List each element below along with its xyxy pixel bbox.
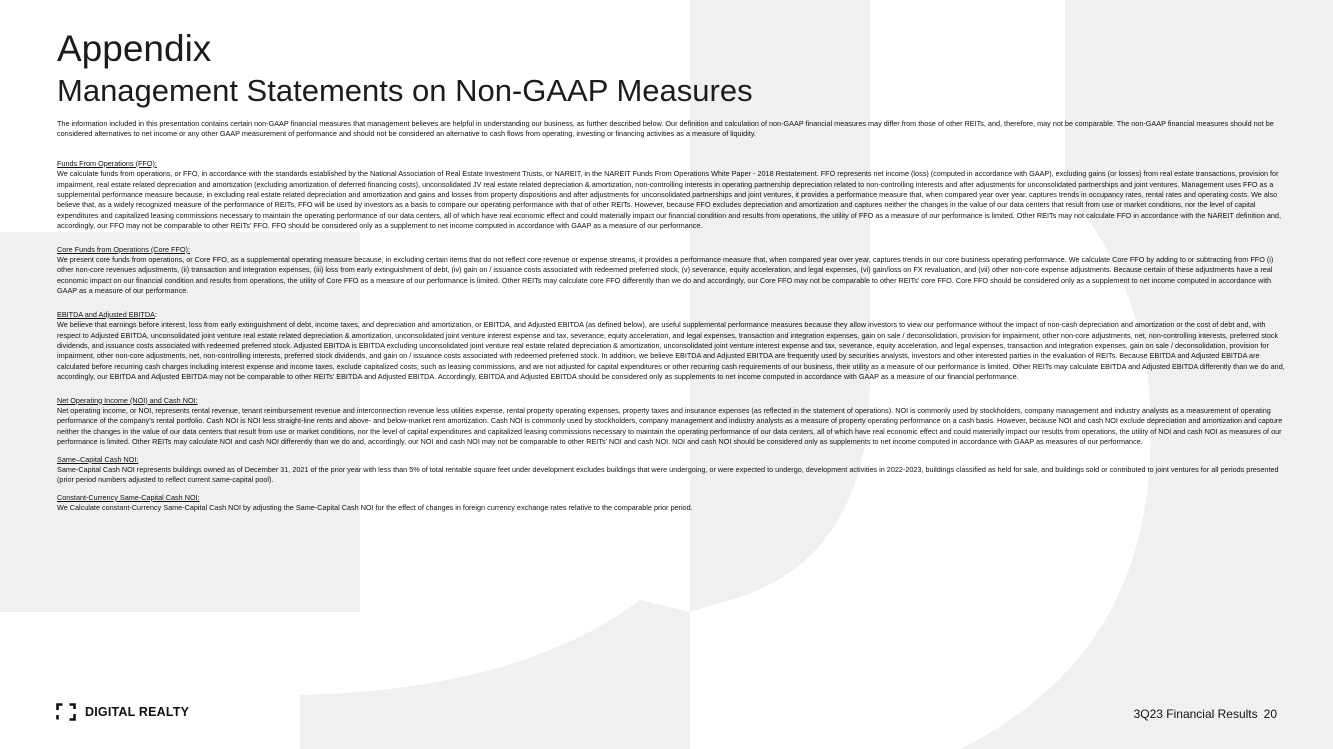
intro-paragraph: The information included in this presentation contains certain non-GAAP financial measures that management believes are helpful in understanding our business, as further described below. Our definition and calculation of non-GAAP financial measures may differ from those of other REITs, and, therefore, may not be comparable. The non-GAAP financial measures should not be considered alternatives to net income or any other GAAP measurement of performance and should not be considered an alternative to cash flows from operating, investing or financing activities as a measure of liquidity. [57,119,1274,139]
section-ebitda [57,310,1285,383]
section-heading-constant-currency: Constant-Currency Same-Capital Cash NOI: [57,492,200,502]
page-number: 20 [1263,707,1277,721]
section-heading-ffo: Funds From Operations (FFO): [57,158,157,168]
page-subtitle: Management Statements on Non-GAAP Measures [57,73,753,108]
section-heading-ebitda: EBITDA and Adjusted EBITDA [57,309,155,319]
section-same-capital [57,455,1285,486]
section-body-noi: Net operating income, or NOI, represents rental revenue, tenant reimbursement revenue and interconnection revenue less utilities expense, rental property operating expenses, property taxes and insurance expenses (as reflected in the statement of operations). NOI is commonly used by stockholders, company management and industry analysts as a measurement of operating performance of the company’s rental portfolio. Cash NOI is NOI less straight-line rents and above- and below-market rent amortization. Cash NOI is commonly used by stockholders, company management and industry analysts as a measure of property operating performance on a cash basis. However, because NOI and cash NOI exclude depreciation and amortization and capture neither the changes in the value of our data centers that result from use or market conditions, nor the level of capital expenditures and capitalized leasing commissions necessary to maintain the operating performance of our data centers, all of which have real economic effect and could materially impact our results from operations, the utility of NOI and cash NOI as measures of our performance is limited. Other REITs may calculate NOI and cash NOI differently than we do and, accordingly, our NOI and cash NOI may not be comparable to other REITs’ NOI and cash NOI. NOI and cash NOI should be considered only as supplements to net income computed in accordance with GAAP as measures of our performance. [57,405,1283,447]
report-name: 3Q23 Financial Results [1133,707,1258,721]
section-noi [57,396,1285,448]
section-heading-noi: Net Operating Income (NOI) and Cash NOI: [57,395,198,405]
section-constant-currency [57,493,1285,514]
brand-name: DIGITAL REALTY [85,705,190,719]
section-core-ffo [57,245,1285,297]
section-body-core-ffo: We present core funds from operations, or Core FFO, as a supplemental operating measure because, in excluding certain items that do not reflect core revenue or expense streams, it provides a performance measure that, when compared year over year, captures trends in our core business operating performance. We calculate Core FFO by adding to or subtracting from FFO (i) other non-core revenues adjustments, (ii) transaction and integration expenses, (iii) loss from early extinguishment of debt, (iv) gain on / issuance costs associated with redeemed preferred stock, (v) severance, equity acceleration, and legal expenses, (vi) gain/loss on FX revaluation, and (vii) other non-core expense adjustments. Because certain of these adjustments have a real economic impact on our financial condition and results from operations, the utility of Core FFO as a measure of our performance is limited. Other REITs may calculate core FFO differently than we do and accordingly, our Core FFO may not be comparable to other REITs’ core FFO. Core FFO should be considered only as a supplement to net income computed in accordance with GAAP as a measure of our performance. [57,255,1274,296]
page-title: Appendix [57,28,212,69]
section-body-same-capital: Same-Capital Cash NOI represents buildings owned as of December 31, 2021 of the prior year with less than 5% of total rentable square feet under development excludes buildings that were undergoing, or were expected to undergo, development activities in 2022-2023, buildings classified as held for sale, and buildings sold or contributed to joint ventures for all periods presented (prior period numbers adjusted to reflect current same-capital pool). [57,464,1279,485]
digital-realty-bracket-icon [56,703,76,721]
section-heading-core-ffo: Core Funds from Operations (Core FFO): [57,244,190,254]
digital-realty-logo [56,703,189,721]
slide-footer [1134,707,1277,721]
section-heading-same-capital: Same–Capital Cash NOI: [57,454,139,464]
section-body-ffo: We calculate funds from operations, or FFO, in accordance with the standards established by the National Association of Real Estate Investment Trusts, or NAREIT, in the NAREIT Funds From Operations White Paper - 2018 Restatement. FFO represents net income (loss) (computed in accordance with GAAP), excluding gains (or losses) from real estate transactions, provision for impairment, real estate related depreciation and amortization (excluding amortization of deferred financing costs), unconsolidated JV real estate related depreciation & amortization, non-controlling interests in operating partnership depreciation related to non-controlling interests and after adjustments for unconsolidated partnerships and joint ventures. Management uses FFO as a supplemental performance measure because, in excluding real estate related depreciation and amortization and gains and losses from property dispositions and after adjustments for unconsolidated partnerships and joint ventures, it provides a performance measure that, when compared year over year, captures trends in occupancy rates, rental rates and operating costs. We also believe that, as a widely recognized measure of the performance of REITs, FFO will be used by investors as a basis to compare our operating performance with that of other REITs. However, because FFO excludes depreciation and amortization and captures neither the changes in the value of our data centers that result from use or market conditions, nor the level of capital expenditures and capitalized leasing commissions necessary to maintain the operating performance of our data centers, all of which have real economic effect and could materially impact our financial condition and results from operations, the utility of FFO as a measure of our performance is limited. Other REITs may not calculate FFO in accordance with the NAREIT definition and, accordingly, our FFO may not be comparable to other REITs’ FFO. FFO should be considered only as a supplement to net income computed in accordance with GAAP as a measure of our performance. [57,169,1281,231]
section-ffo [57,159,1285,232]
statements-body [57,119,1285,527]
section-body-constant-currency: We Calculate constant-Currency Same-Capital Cash NOI by adjusting the Same-Capital Cash NOI for the effect of changes in foreign currency exchange rates relative to the comparable prior period. [57,503,693,513]
section-body-ebitda: We believe that earnings before interest, loss from early extinguishment of debt, income taxes, and depreciation and amortization, or EBITDA, and Adjusted EBITDA (as defined below), are useful supplemental performance measures because they allow investors to view our performance without the impact of non-cash depreciation and amortization or the cost of debt and, with respect to Adjusted EBITDA, unconsolidated joint venture real estate related depreciation & amortization, unconsolidated joint venture interest expense and tax, severance, equity acceleration, and legal expenses, transaction and integration expenses, gain on sale / deconsolidation, provision for impairment, other non-core adjustments, net, non-controlling interests, preferred stock dividends, and issuance costs associated with redeemed preferred stock. Adjusted EBITDA is EBITDA excluding unconsolidated joint venture real estate related depreciation & amortization, unconsolidated joint venture interest expense and tax, severance, equity acceleration, and legal expenses, transaction and integration expenses, gain on sale / deconsolidation, provision for impairment, other non-core adjustments, net, non-controlling interests, preferred stock dividends, and gain on / issuance costs associated with redeemed preferred stock. In addition, we believe EBITDA and Adjusted EBITDA are frequently used by securities analysts, investors and other interested parties in the evaluation of REITs. Because EBITDA and Adjusted EBITDA are calculated before recurring cash charges including interest expense and income taxes, exclude capitalized costs, such as leasing commissions, and are not adjusted for capital expenditures or other recurring cash requirements of our business, their utility as a measure of our performance is limited. Other REITs may calculate EBITDA and Adjusted EBITDA differently than we do and, accordingly, our EBITDA and Adjusted EBITDA may not be comparable to other REITs’ EBITDA and Adjusted EBITDA. Accordingly, EBITDA and Adjusted EBITDA should be considered only as supplements to net income computed in accordance with GAAP as a measure of our financial performance. [57,320,1285,382]
section-heading-ebitda-colon: : [154,309,157,319]
